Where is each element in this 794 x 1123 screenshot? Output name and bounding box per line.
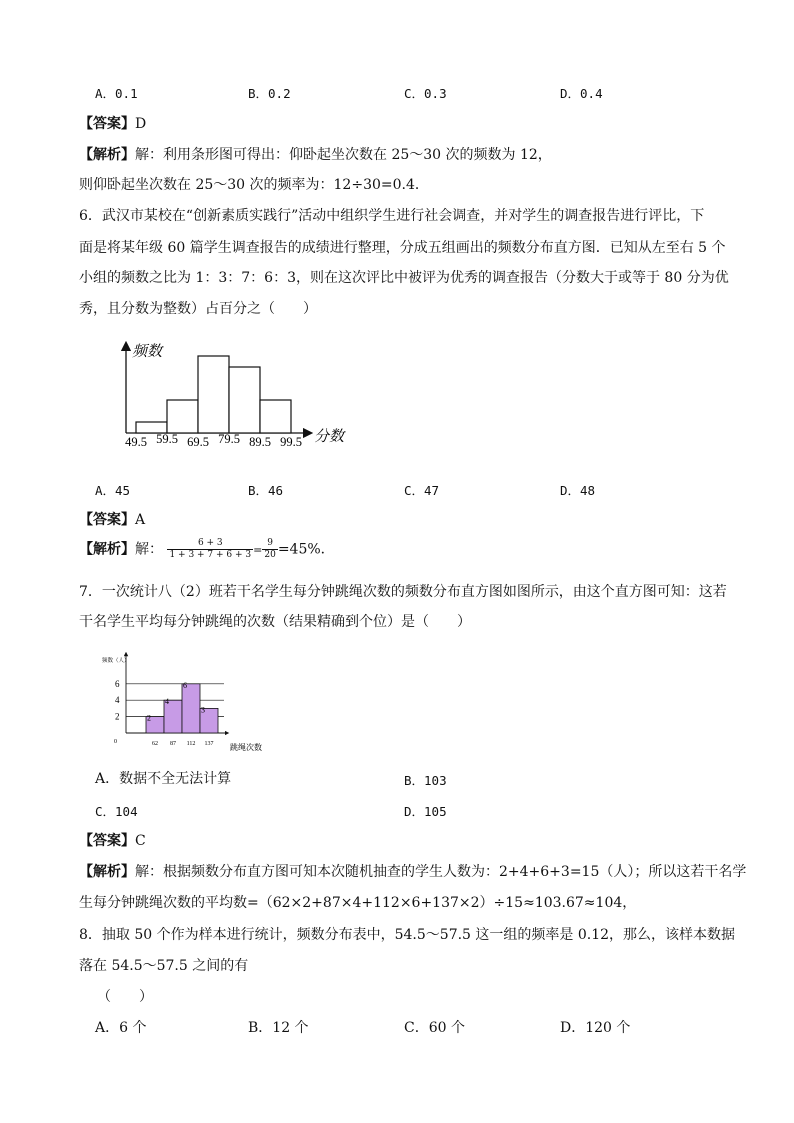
y-tick-label: 4 [115,695,120,706]
answer-label: 【答案】 [79,512,135,528]
answer-value: D [135,116,147,132]
q5-analysis-1 [79,145,552,165]
q6-stem-line3: 小组的频数之比为 1：3：7：6：3，则在这次评比中被评为优秀的调查报告（分数大于或等于 80 分为优 [79,270,729,286]
y-axis-label: 频数 [132,344,163,360]
fraction-2 [262,538,277,561]
q7-option-d: D．105 [404,804,447,819]
x-tick-label: 99.5 [280,435,302,449]
x-tick-label: 62 [152,741,158,747]
x-tick-label: 87 [170,741,176,747]
x-tick-label: 89.5 [249,435,271,449]
x-tick-label: 49.5 [125,435,147,449]
fraction-1-denominator: 1 + 3 + 7 + 6 + 3 [169,550,252,560]
y-axis-label: 频数（人） [102,658,130,664]
q6-option-c: C．47 [404,483,440,498]
analysis-text: 解：利用条形图可得出：仰卧起坐次数在 25～30 次的频数为 12， [135,147,552,163]
q5-option-a: A．0.1 [95,86,138,101]
answer-value: A [135,512,146,528]
bar-value-label: 3 [201,705,205,715]
y-tick-label: 2 [115,711,120,722]
q7-analysis-1 [79,862,746,882]
bar-value-label: 2 [147,713,151,723]
answer-label: 【答案】 [79,833,135,849]
q6-stem-line1: 6．武汉市某校在“创新素质实践行”活动中组织学生进行社会调查，并对学生的调查报告进行评比，下 [79,208,705,224]
q6-option-b: B．46 [248,483,284,498]
q5-analysis-2: 则仰卧起坐次数在 25～30 次的频率为：12÷30=0.4． [79,177,429,193]
q6-option-a: A．45 [95,483,131,498]
q5-option-d: D．0.4 [560,86,603,101]
fraction-1-numerator: 6 + 3 [167,538,253,550]
q7-option-a: A．数据不全无法计算 [95,771,232,787]
answer-value: C [135,833,146,849]
q8-stem-line2: 落在 54.5～57.5 之间的有 [79,958,249,974]
histogram-bar [182,684,200,733]
fraction-2-denominator: 20 [264,550,276,560]
q7-histogram [102,650,282,756]
q7-stem-line2: 干名学生平均每分钟跳绳的次数（结果精确到个位）是（ ） [79,614,471,630]
histogram-bar [167,400,198,433]
q7-analysis-2: 生每分钟跳绳次数的平均数=（62×2+87×4+112×6+137×2）÷15≈103.67≈104， [79,895,637,911]
x-axis-label: 跳绳次数 [230,743,262,752]
analysis-suffix: =45%． [277,541,335,558]
q6-analysis: 【解析】解： $\frac{6 + 3}{1 + 3 + 7 + 6 + 3}$ = $\frac{9}{20}$ =45%． [79,538,335,560]
q7-answer [79,831,146,851]
analysis-text: 解：根据频数分布直方图可知本次随机抽查的学生人数为：2+4+6+3=15（人）；所以这若干名学 [135,864,747,880]
histogram-bar [198,356,229,433]
x-tick-label: 59.5 [156,432,178,446]
analysis-label: 【解析】 [79,541,135,558]
q6-histogram [110,338,360,460]
q8-option-a: A．6 个 [95,1020,147,1036]
analysis-prefix: 解： [135,541,163,558]
q7-option-b: B．103 [404,773,447,788]
q7-option-c: C．104 [95,804,138,819]
fraction-2-numerator: 9 [262,538,277,550]
histogram-bar [260,400,291,433]
q8-stem-line1: 8．抽取 50 个作为样本进行统计，频数分布表中，54.5～57.5 这一组的频率是 0.12，那么，该样本数据 [79,927,736,943]
bar-value-label: 6 [183,680,187,690]
x-axis-label: 分数 [314,429,345,445]
q6-stem-line4: 秀，且分数为整数）占百分之（ ） [79,301,317,317]
x-tick-label: 79.5 [218,432,240,446]
q8-option-b: B．12 个 [248,1020,309,1036]
x-tick-label: 69.5 [187,435,209,449]
q6-stem-line2: 面是将某年级 60 篇学生调查报告的成绩进行整理，分成五组画出的频数分布直方图．已知从左至右 5 个 [79,240,726,256]
q5-answer [79,114,146,134]
q6-option-d: D．48 [560,483,596,498]
x-tick-label: 112 [186,741,196,747]
q5-option-c: C．0.3 [404,86,447,101]
q8-stem-line3: （ ） [97,989,153,1005]
y-tick-label: 6 [115,678,120,689]
analysis-label: 【解析】 [79,864,135,880]
y-tick-label: 0 [114,739,117,745]
q5-option-b: B．0.2 [248,86,291,101]
fraction-1 [167,538,253,561]
histogram-bar [229,367,260,433]
x-tick-label: 137 [204,741,214,747]
q7-stem-line1: 7．一次统计八（2）班若干名学生每分钟跳绳次数的频数分布直方图如图所示，由这个直方图可知：这若 [79,584,727,600]
bar-value-label: 4 [165,697,169,707]
q6-answer [79,510,145,530]
q8-option-d: D．120 个 [560,1020,631,1036]
analysis-label: 【解析】 [79,147,135,163]
answer-label: 【答案】 [79,116,135,132]
q8-option-c: C．60 个 [404,1020,465,1036]
